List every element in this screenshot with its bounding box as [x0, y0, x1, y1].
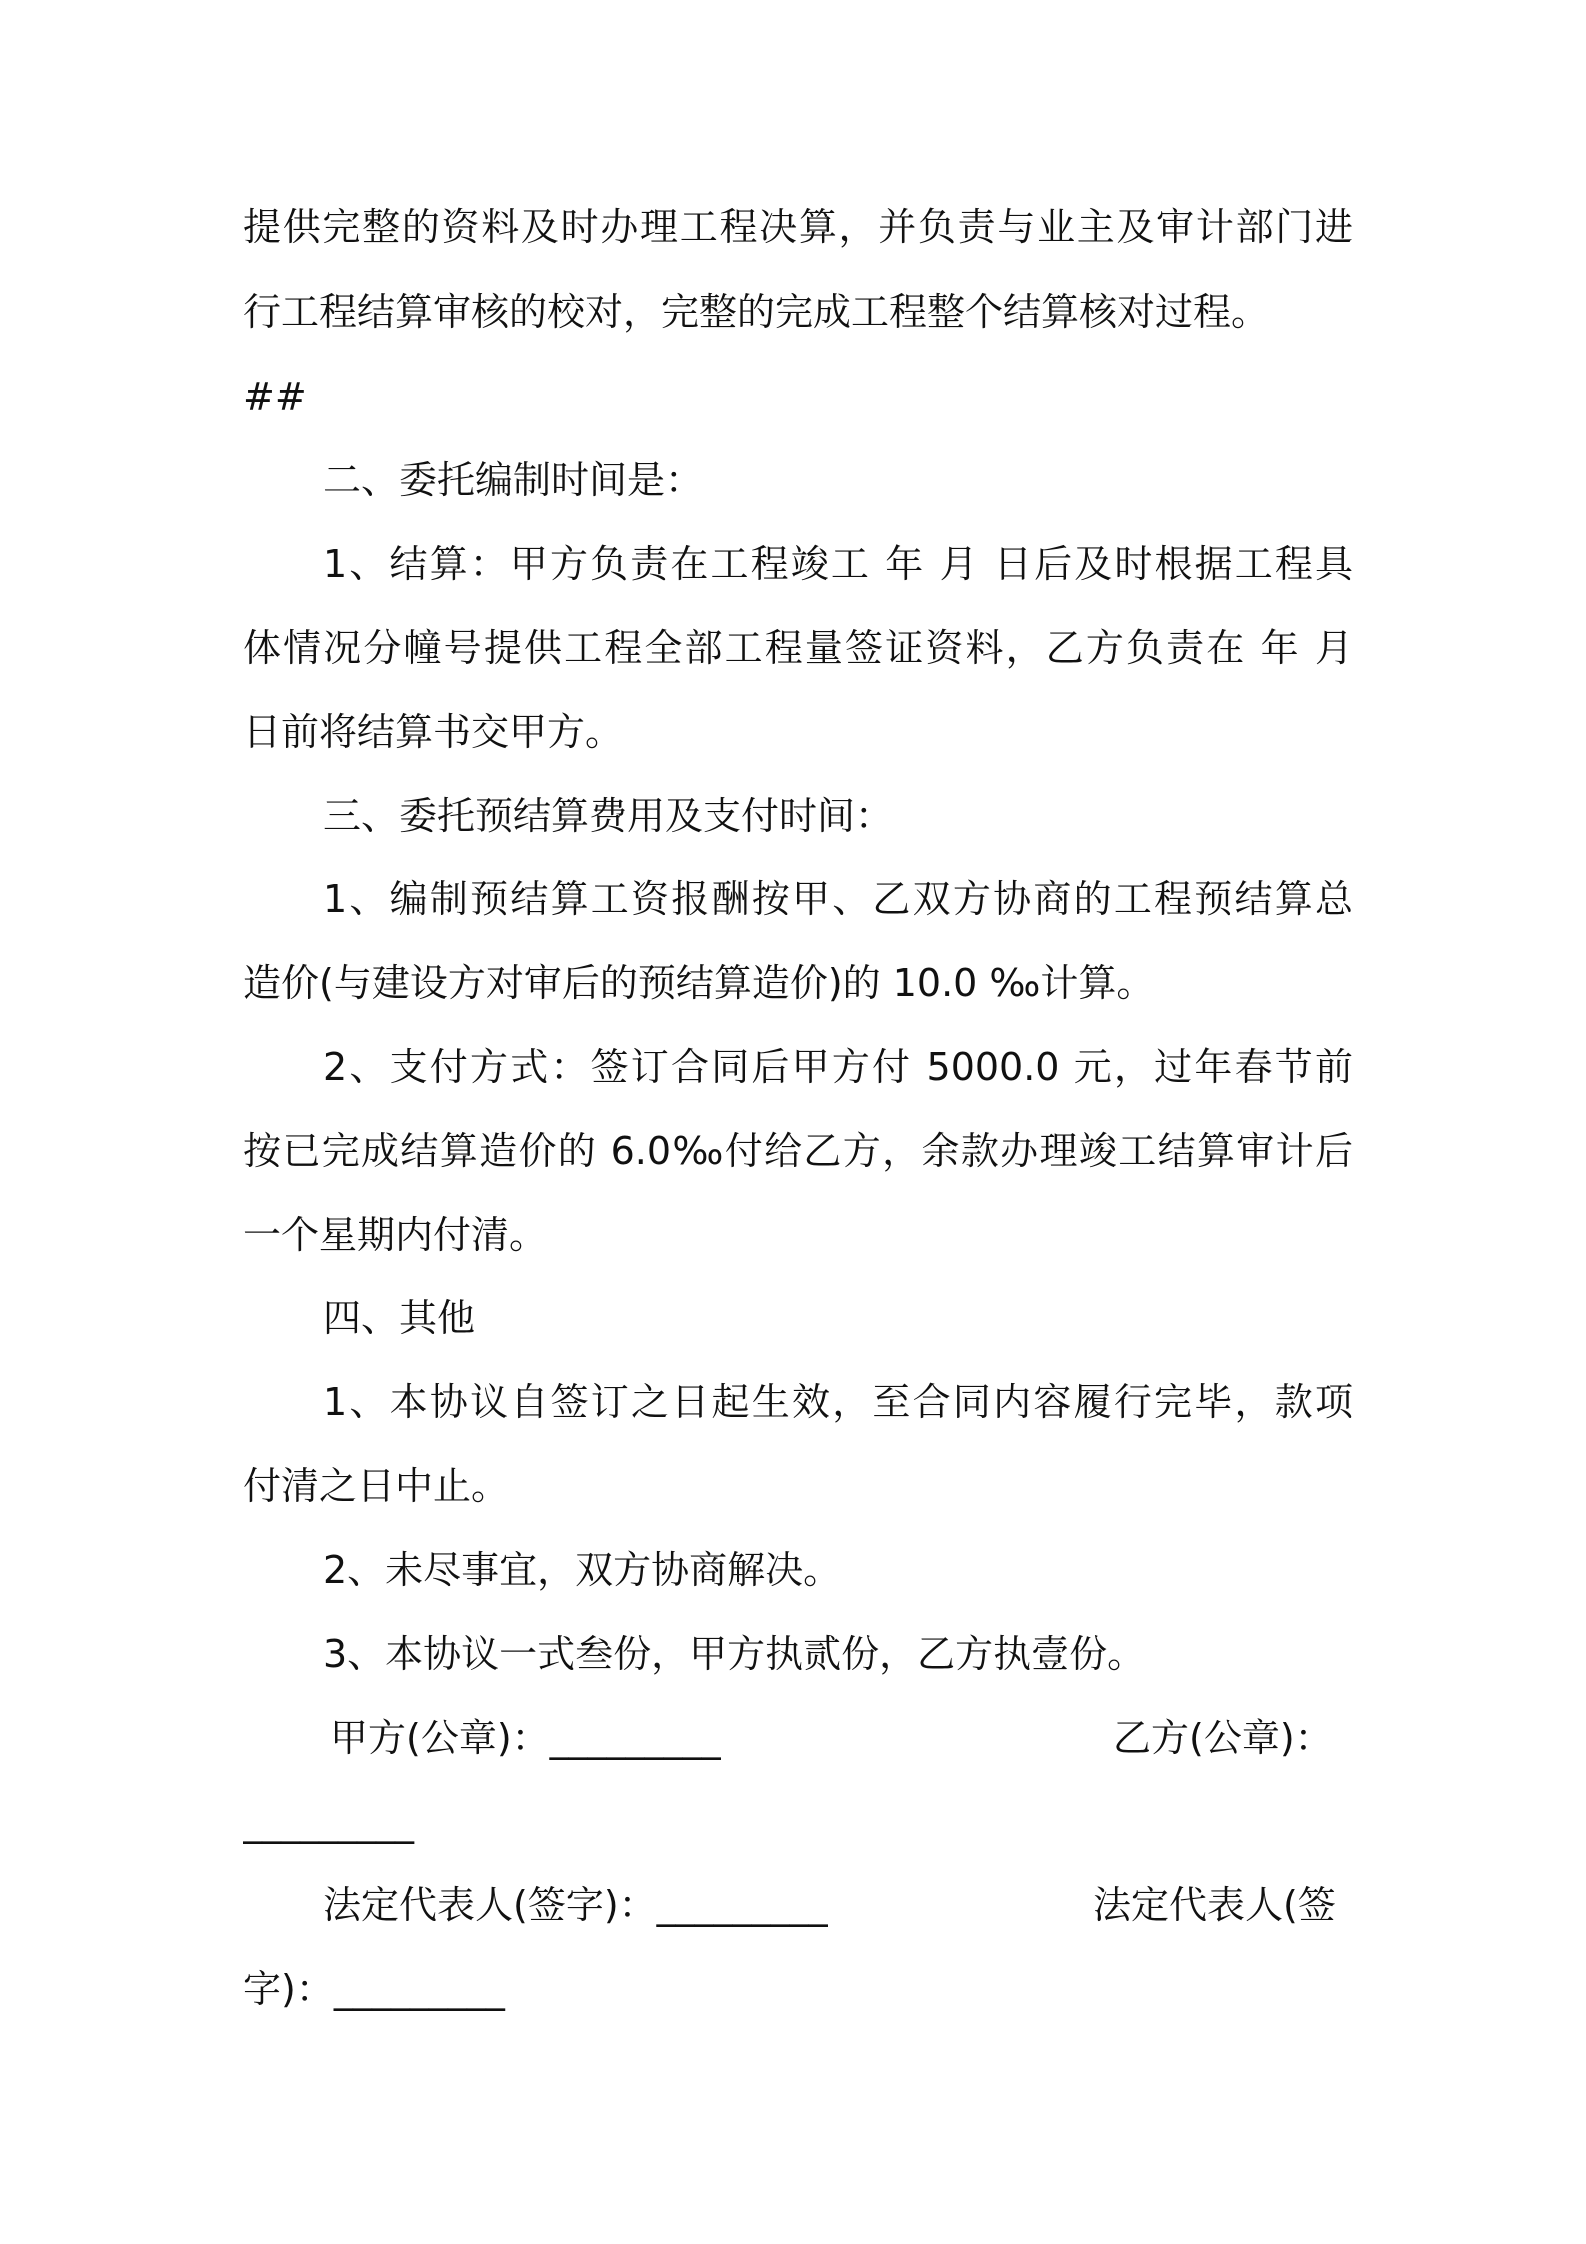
paragraph-line: 付清之日中止。 [243, 1464, 510, 1508]
paragraph-line: 造价(与建设方对审后的预结算造价)的 10.0 ‰计算。 [243, 961, 1155, 1005]
party-b-representative: 法定代表人(签 [1093, 1883, 1336, 1927]
paragraph-line: 3、本协议一式叁份，甲方执贰份，乙方执壹份。 [323, 1632, 1146, 1676]
section-heading: 二、委托编制时间是： [323, 458, 704, 502]
paragraph-line: 一个星期内付清。 [243, 1213, 548, 1257]
party-b-representative-cont: 字)：_________ [243, 1967, 505, 2011]
paragraph-line: 2、支付方式：签订合同后甲方付 5000.0 元，过年春节前 [323, 1045, 1353, 1089]
party-b-seal-blank: _________ [243, 1800, 414, 1844]
paragraph-line: 行工程结算审核的校对，完整的完成工程整个结算核对过程。 [243, 290, 1270, 334]
paragraph-line: 日前将结算书交甲方。 [243, 710, 624, 754]
paragraph-line: ## [243, 375, 307, 419]
section-heading: 三、委托预结算费用及支付时间： [323, 794, 894, 838]
party-a-seal: 甲方(公章)：_________ [330, 1716, 721, 1760]
paragraph-line: 1、结算：甲方负责在工程竣工 年 月 日后及时根据工程具 [323, 542, 1353, 586]
paragraph-line: 体情况分幢号提供工程全部工程量签证资料，乙方负责在 年 月 [243, 626, 1353, 670]
paragraph-line: 提供完整的资料及时办理工程决算，并负责与业主及审计部门进 [243, 205, 1353, 249]
paragraph-line: 1、本协议自签订之日起生效，至合同内容履行完毕，款项 [323, 1380, 1353, 1424]
paragraph-line: 按已完成结算造价的 6.0‰付给乙方，余款办理竣工结算审计后 [243, 1129, 1353, 1173]
paragraph-line: 2、未尽事宜，双方协商解决。 [323, 1548, 842, 1592]
section-heading: 四、其他 [323, 1296, 476, 1340]
party-b-seal: 乙方(公章)： [1113, 1716, 1333, 1760]
party-a-representative: 法定代表人(签字)：_________ [323, 1883, 828, 1927]
paragraph-line: 1、编制预结算工资报酬按甲、乙双方协商的工程预结算总 [323, 877, 1353, 921]
